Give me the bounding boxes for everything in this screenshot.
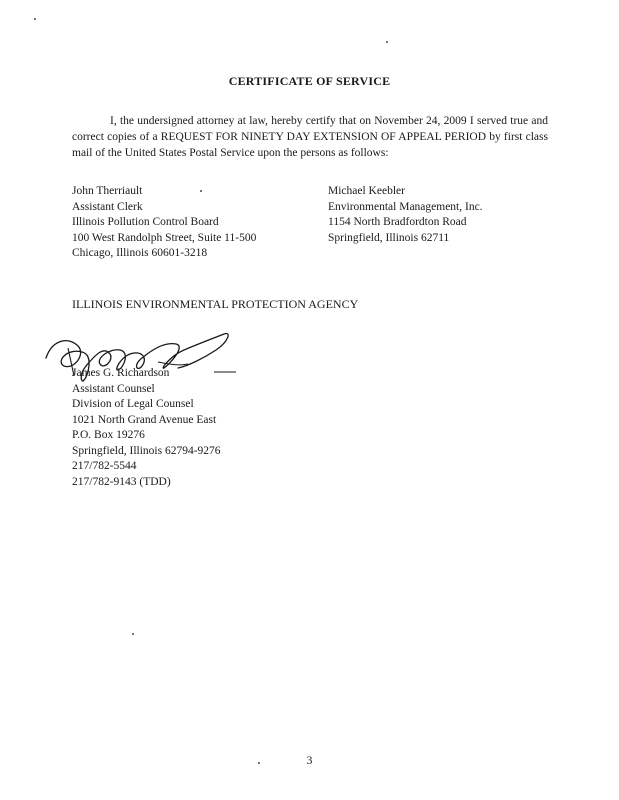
recipient-organization: Environmental Management, Inc. [328,200,483,213]
recipient-address-left [72,184,256,262]
signer-title: Assistant Counsel [72,382,155,395]
signer-street: 1021 North Grand Avenue East [72,413,217,426]
scan-speck [132,633,134,635]
recipient-address-right [328,184,483,246]
scan-speck [200,190,202,192]
signer-po-box: P.O. Box 19276 [72,429,145,441]
signer-tdd: 217/782-9143 (TDD) [72,475,171,488]
scan-speck [386,41,388,43]
signer-block [72,366,221,490]
signer-city: Springfield, Illinois 62794-9276 [72,444,221,457]
recipient-name: Michael Keebler [328,185,405,197]
recipient-city: Chicago, Illinois 60601-3218 [72,247,208,259]
signer-phone: 217/782-5544 [72,460,137,472]
signer-name: James G. Richardson [72,367,170,379]
page-number: 3 [306,755,313,767]
recipient-street: 100 West Randolph Street, Suite 11-500 [72,231,257,244]
agency-name: ILLINOIS ENVIRONMENTAL PROTECTION AGENCY [72,297,359,311]
scan-speck [34,18,36,20]
document-title: CERTIFICATE OF SERVICE [228,74,391,88]
recipient-name: John Therriault [72,185,143,197]
recipient-title: Assistant Clerk [72,200,143,213]
signer-division: Division of Legal Counsel [72,398,194,410]
certification-paragraph: I, the undersigned attorney at law, hereby certify that on November 24, 2009 I served true and correct copies of a REQUEST FOR NINETY DAY EXTENSION OF APPEAL PERIOD by first class mail of the United States Postal Service upon the persons as follows: [72,115,548,159]
recipient-street: 1154 North Bradfordton Road [328,216,467,228]
recipient-organization: Illinois Pollution Control Board [72,216,219,228]
recipient-city: Springfield, Illinois 62711 [328,231,450,244]
scan-speck [258,762,260,764]
